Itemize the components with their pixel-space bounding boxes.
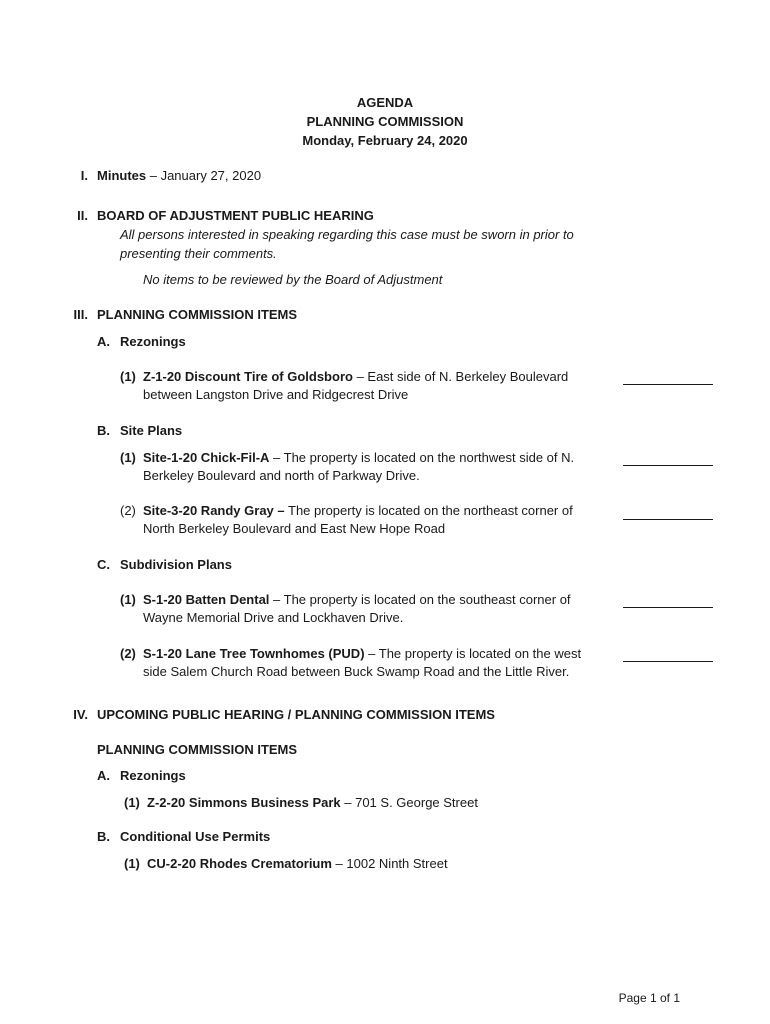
signature-line	[623, 519, 713, 520]
section-title: UPCOMING PUBLIC HEARING / PLANNING COMMISSION ITEMS	[97, 707, 495, 722]
agenda-title: AGENDA	[356, 95, 414, 110]
subsection-title: Rezonings	[120, 768, 186, 783]
agenda-item	[143, 591, 571, 609]
item-number: (1)	[124, 856, 140, 871]
item-description: – 701 S. George Street	[340, 795, 478, 810]
subsection-label: C.	[97, 557, 110, 572]
agenda-item	[143, 502, 573, 520]
signature-line	[623, 607, 713, 608]
agenda-item	[143, 368, 568, 386]
meeting-date: Monday, February 24, 2020	[302, 133, 468, 148]
section-minutes	[97, 167, 261, 185]
item-description-line2: side Salem Church Road between Buck Swamp Road and the Little River.	[143, 664, 570, 679]
commission-title: PLANNING COMMISSION	[306, 114, 464, 129]
item-description: – East side of N. Berkeley Boulevard	[352, 369, 569, 384]
subsection-label: A.	[97, 768, 110, 783]
subsection-title: Site Plans	[120, 423, 183, 438]
agenda-item	[147, 794, 478, 812]
subsection-label: B.	[97, 829, 110, 844]
item-case: S-1-20 Batten Dental	[143, 592, 270, 607]
item-description-line2: Wayne Memorial Drive and Lockhaven Drive.	[143, 610, 404, 625]
agenda-item	[143, 645, 581, 663]
signature-line	[623, 661, 713, 662]
item-description-line2: North Berkeley Boulevard and East New Hope Road	[143, 521, 446, 536]
item-description: – The property is located on the southeast corner of	[269, 592, 571, 607]
item-description-line2: Berkeley Boulevard and north of Parkway Drive.	[143, 468, 420, 483]
signature-line	[623, 384, 713, 385]
page-number: Page 1 of 1	[618, 991, 680, 1005]
section-note: presenting their comments.	[120, 246, 277, 261]
item-description-line2: between Langston Drive and Ridgecrest Drive	[143, 387, 409, 402]
item-number: (1)	[120, 369, 136, 384]
section-number: II.	[77, 208, 88, 223]
item-case: Z-2-20 Simmons Business Park	[147, 795, 341, 810]
subsection-title: Conditional Use Permits	[120, 829, 271, 844]
item-case: S-1-20 Lane Tree Townhomes (PUD)	[143, 646, 365, 661]
signature-line	[623, 465, 713, 466]
section-number: IV.	[73, 707, 88, 722]
item-number: (1)	[124, 795, 140, 810]
section-title: Minutes	[97, 168, 147, 183]
subsection-label: A.	[97, 334, 110, 349]
section-detail: – January 27, 2020	[146, 168, 262, 183]
agenda-item	[147, 855, 448, 873]
section-number: I.	[80, 168, 88, 183]
item-number: (2)	[120, 503, 136, 518]
subsection-label: B.	[97, 423, 110, 438]
item-description: – The property is located on the west	[364, 646, 582, 661]
section-title: BOARD OF ADJUSTMENT PUBLIC HEARING	[97, 208, 374, 223]
item-description: – 1002 Ninth Street	[331, 856, 448, 871]
section-number: III.	[73, 307, 88, 322]
item-case: CU-2-20 Rhodes Crematorium	[147, 856, 332, 871]
subsection-title: Rezonings	[120, 334, 186, 349]
item-case: Site-3-20 Randy Gray –	[143, 503, 285, 518]
item-case: Z-1-20 Discount Tire of Goldsboro	[143, 369, 353, 384]
item-number: (2)	[120, 646, 136, 661]
item-case: Site-1-20 Chick-Fil-A	[143, 450, 270, 465]
subsection-title: Subdivision Plans	[120, 557, 232, 572]
item-description: – The property is located on the northwest side of N.	[269, 450, 575, 465]
section-note: All persons interested in speaking regarding this case must be sworn in prior to	[120, 227, 574, 242]
section-note: No items to be reviewed by the Board of Adjustment	[143, 272, 443, 287]
agenda-item	[143, 449, 574, 467]
item-description: The property is located on the northeast corner of	[284, 503, 573, 518]
section-subtitle: PLANNING COMMISSION ITEMS	[97, 742, 298, 757]
item-number: (1)	[120, 592, 136, 607]
item-number: (1)	[120, 450, 136, 465]
section-title: PLANNING COMMISSION ITEMS	[97, 307, 298, 322]
